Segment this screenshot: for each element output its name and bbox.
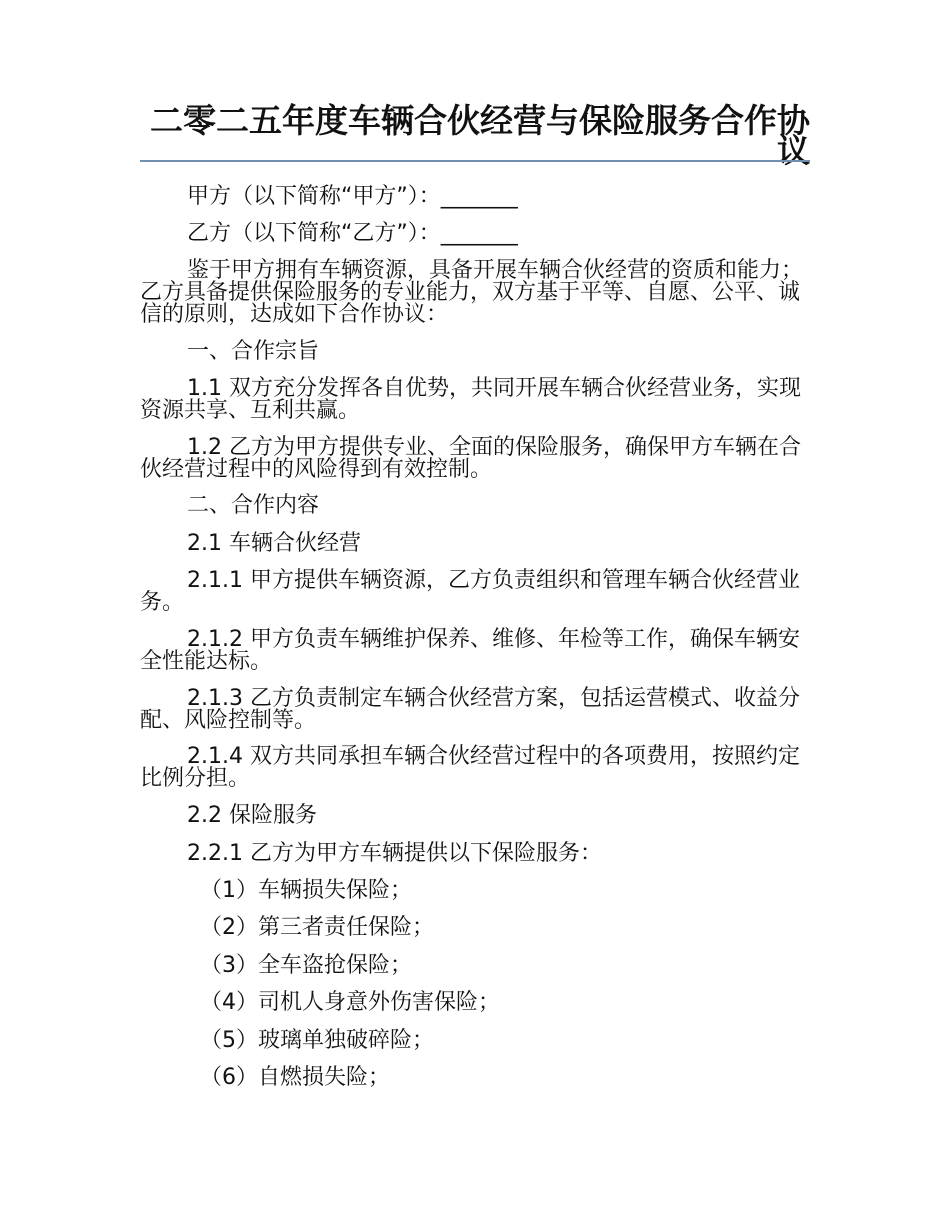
section-2-heading: 二、合作内容 (187, 493, 320, 518)
clause-2-1-3: 2.1.3 乙方负责制定车辆合伙经营方案，包括运营模式、收益分配、风险控制等。 (140, 686, 800, 733)
clause-2-1-1: 2.1.1 甲方提供车辆资源，乙方负责组织和管理车辆合伙经营业务。 (140, 568, 800, 615)
clause-2-1-4: 2.1.4 双方共同承担车辆合伙经营过程中的各项费用，按照约定比例分担。 (140, 744, 800, 791)
insurance-list-item: （4）司机人身意外伤害保险； (200, 990, 500, 1015)
insurance-list-item: （2）第三者责任保险； (200, 915, 434, 940)
subsection-2-1-heading: 2.1 车辆合伙经营 (187, 531, 361, 556)
clause-2-2-1: 2.2.1 乙方为甲方车辆提供以下保险服务： (187, 841, 602, 866)
insurance-list-item: （6）自燃损失险； (200, 1065, 390, 1090)
insurance-list-item: （3）全车盗抢保险； (200, 953, 412, 978)
document-title: 二零二五年度车辆合伙经营与保险服务合作协议 (150, 101, 810, 170)
preamble-paragraph: 鉴于甲方拥有车辆资源，具备开展车辆合伙经营的资质和能力；乙方具备提供保险服务的专业能力，双方基于平等、自愿、公平、诚信的原则，达成如下合作协议： (140, 258, 804, 327)
insurance-list-item: （5）玻璃单独破碎险； (200, 1028, 434, 1053)
clause-1-2: 1.2 乙方为甲方提供专业、全面的保险服务，确保甲方车辆在合伙经营过程中的风险得到有效控制。 (140, 435, 801, 482)
title-underline (140, 160, 810, 162)
subsection-2-2-heading: 2.2 保险服务 (187, 803, 317, 828)
party-a-line: 甲方（以下简称“甲方”）：_______ (187, 184, 518, 209)
clause-2-1-2: 2.1.2 甲方负责车辆维护保养、维修、年检等工作，确保车辆安全性能达标。 (140, 627, 800, 674)
clause-1-1: 1.1 双方充分发挥各自优势，共同开展车辆合伙经营业务，实现资源共享、互利共赢。 (140, 376, 801, 423)
party-b-line: 乙方（以下简称“乙方”）：_______ (187, 221, 518, 246)
insurance-list-item: （1）车辆损失保险； (200, 878, 412, 903)
section-1-heading: 一、合作宗旨 (187, 339, 320, 364)
